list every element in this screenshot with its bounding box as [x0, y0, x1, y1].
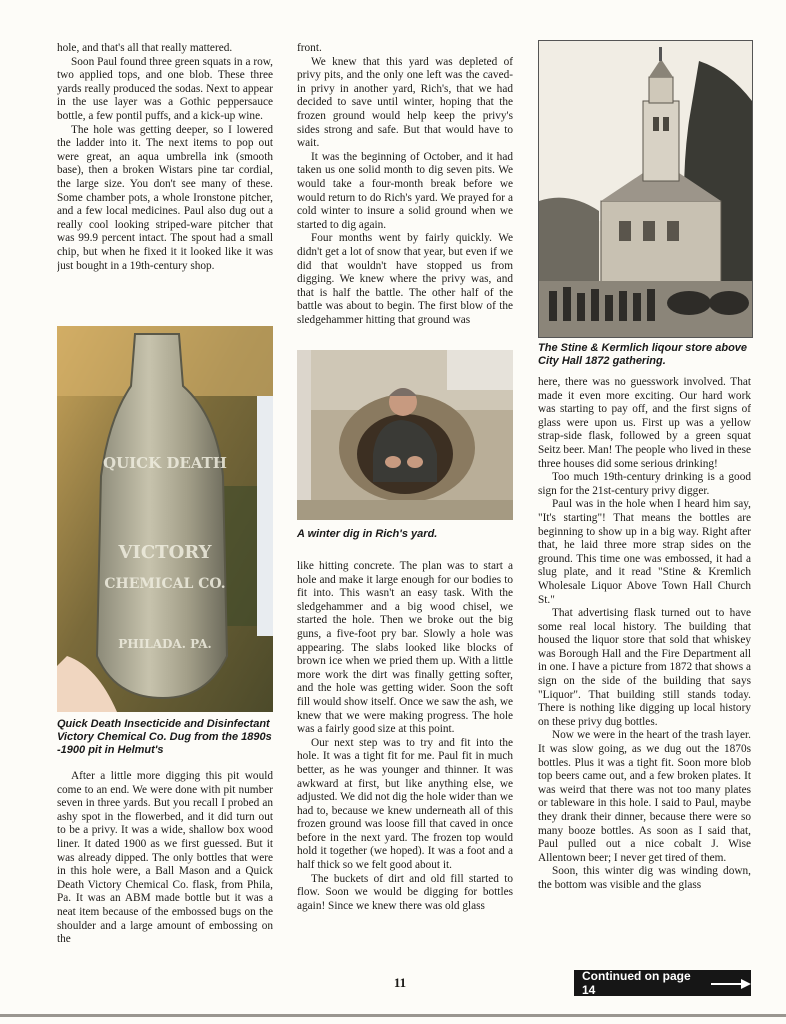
- city-hall-caption: The Stine & Kermlich liqour store above City Hall 1872 gathering.: [538, 342, 748, 367]
- bottle-photo-image: [57, 326, 273, 712]
- column-1-top: [57, 42, 273, 326]
- city-hall-photo-image: [539, 41, 752, 337]
- paragraph: After a little more digging this pit would come to an end. We were done with pit number seven in three yards. But you recall I probed an ashy spot in the flowerbed, and it did turn out to be a privy. It was a wide, shallow box wood liner. It dated 1900 as we first guessed. But it was already dipped. The only bottles that were in this hole were, a Ball Mason and a Quick Death Victory Chemical Co. flask, from Phila, Pa. It was an ABM made bottle but it was a neat item because of the embossed bugs on the shoulder and a large amount of embossing on the: [57, 770, 273, 946]
- paragraph: Paul was in the hole when I heard him say, "It's starting"! That means the bottles are beginning to show up in a big way. Right after that, he laid three more strap sides on the ground. This time one was embossed, it had a slug plate, and it read "Stine & Kremlich Wholesale Liquor Above Town Hall Church St.": [538, 498, 751, 606]
- paragraph: Now we were in the heart of the trash layer. It was slow going, as we dug out the 1870s bottles. Plus it was a tight fit. Soon more blob top beers came out, and a few broken plates. It was weird that there was not too many plates or tableware in this hole. I said to Paul, maybe they drank their dinner, because there were so many booze bottles. As soon as I said that, Paul pulled out a nice cobalt J. Wise Allentown beer; I never get tired of them.: [538, 729, 751, 864]
- embossing-line: VICTORY: [118, 542, 212, 563]
- paragraph: Too much 19th-century drinking is a good sign for the 21st-century privy digger.: [538, 471, 751, 497]
- paragraph: That advertising flask turned out to have some real local history. The building that housed the liquor store that sold that whiskey was Borough Hall and the Fire Department all in one. I have a picture from 1872 that shows a sign on the side of the building that says "Liquor". That building still stands today. There is nothing like digging up local history on these privy dug bottles.: [538, 607, 751, 728]
- winter-dig-photo: [297, 350, 513, 520]
- paragraph: We knew that this yard was depleted of privy pits, and the only one left was the caved-in privy in another yard, Rich's, that we had decided to save until winter, hoping that the frozen ground would help keep the privy's sides strong and safe. But that would have to wait.: [297, 55, 513, 150]
- arrow-right-icon: [711, 978, 751, 988]
- column-2-bottom: [297, 560, 513, 964]
- paragraph: front.: [297, 42, 322, 54]
- paragraph: The hole was getting deeper, so I lowered the ladder into it. The next items to pop out were great, an aqua umbrella ink (smooth base), then a broken Wistars pine tar cordial, the large size. You don't see many of these. Some chamber pots, a whole Ironstone pitcher, and a few local medicines. Paul also dug out a really cool looking striped-ware pitcher that was 99.9 percent intact. The spout had a small chip, but when he fixed it it looked like it was just bought in a 19th-century shop.: [57, 123, 273, 272]
- winter-dig-photo-image: [297, 350, 513, 520]
- page-number: 11: [393, 975, 407, 990]
- embossing-line: CHEMICAL CO.: [104, 576, 226, 592]
- paragraph: like hitting concrete. The plan was to start a hole and make it large enough for our bodies to fit into. This wasn't an easy task. With the sledgehammer and a big wood chisel, we started the hole. Then we broke out the big guns, a five-foot pry bar. Slowly a hole was appearing. The slabs looked like blocks of brown ice when we pried them up. With a little more work the dirt was finally getting softer, and the hole was getting wider. Soon the soft fill would show itself. Once we saw the ash, we knew that we were making progress. The hole was a fairly good size at this point.: [297, 560, 513, 736]
- paragraph: It was the beginning of October, and it had taken us one solid month to dig seven pits. We would take a four-month break before we would return to do Rich's yard. We prayed for a cold winter to insure a solid ground when we started to dig again.: [297, 150, 513, 231]
- city-hall-photo: [538, 40, 753, 338]
- embossing-line: PHILADA. PA.: [118, 637, 212, 651]
- bottle-photo: [57, 326, 273, 712]
- paragraph: Soon, this winter dig was winding down, the bottom was visible and the glass: [538, 865, 751, 891]
- paragraph: The buckets of dirt and old fill started to flow. Soon we would be digging for bottles again! Since we knew there was old glass: [297, 872, 513, 912]
- column-1-bottom: [57, 770, 273, 966]
- column-2-top: [297, 42, 513, 348]
- column-3: [538, 376, 751, 964]
- winter-dig-caption: A winter dig in Rich's yard.: [297, 528, 438, 540]
- paragraph: here, there was no guesswork involved. That made it even more exciting. Our hard work was starting to pay off, and the first signs of glass were upon us. First up was a yellow strap-side flask, followed by a green squat Seitz beer. Man! The people who lived in these three houses did some serious drinking!: [538, 376, 751, 470]
- page-edge-rule: [0, 1014, 786, 1017]
- paragraph: Four months went by fairly quickly. We didn't get a lot of snow that year, but even if we did that wouldn't have stopped us from digging. We knew where the privy was, and that is half the battle. The other half of the battle was about to begin. The first blow of the sledgehammer hitting that ground was: [297, 232, 513, 326]
- embossing-line: QUICK DEATH: [103, 454, 227, 472]
- paragraph: hole, and that's all that really mattered.: [57, 42, 233, 54]
- continued-banner[interactable]: [574, 970, 751, 996]
- continued-label: Continued on page 14: [582, 969, 691, 997]
- bottle-photo-caption: Quick Death Insecticide and Disinfectant Victory Chemical Co. Dug from the 1890s -1900 pit in Helmut's: [57, 718, 272, 756]
- paragraph: Soon Paul found three green squats in a row, two applied tops, and one blob. These three yards really produced the sodas. Next to appear in the use layer was a Gothic peppersauce bottle, a few pontil puffs, and a kick-up wine.: [57, 55, 273, 122]
- paragraph: Our next step was to try and fit into the hole. It was a tight fit for me. Paul fit in much better, as he was younger and thinner. It was awkward at first, but like anything else, we adjusted. We did not dig the hole wider than we had to, because we knew underneath all of this frozen ground was loose fill that caved in once before in the next yard. The frozen top would hold it together (we hoped). It was a foot and a half thick so we felt good about it.: [297, 736, 513, 872]
